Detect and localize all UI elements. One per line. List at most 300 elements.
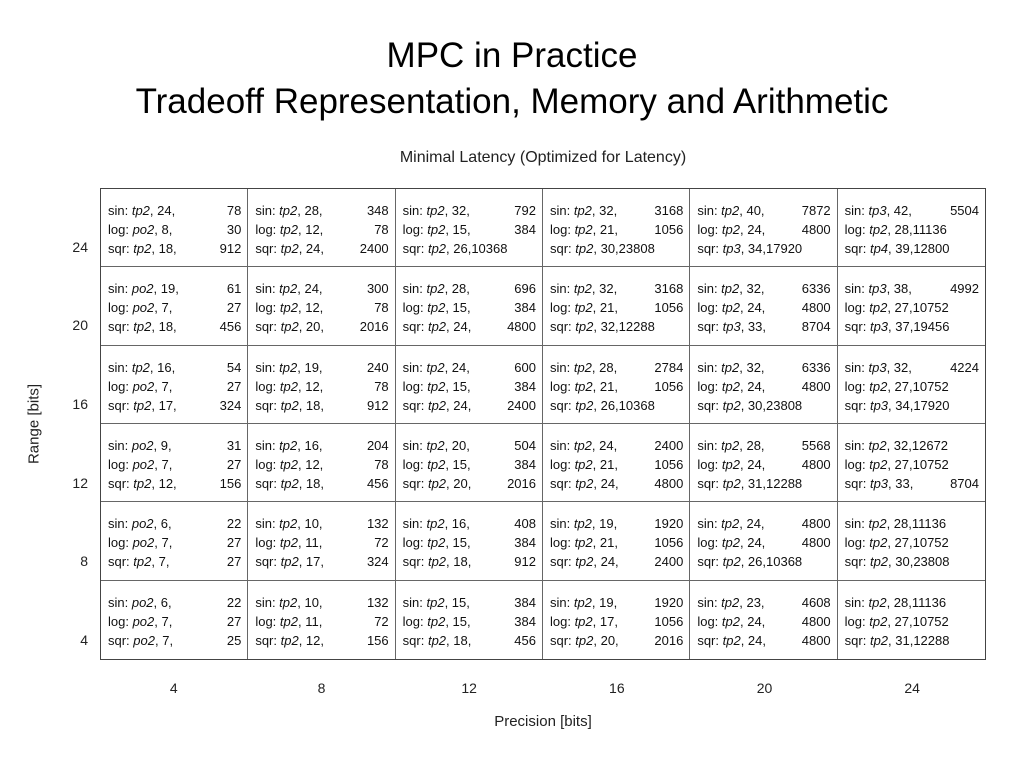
cell-entry-sin <box>845 436 979 455</box>
cell-entry-sin <box>697 279 830 298</box>
entry-label <box>845 396 950 415</box>
entry-label <box>403 298 471 317</box>
entry-label <box>550 201 617 220</box>
memory-value: 5504 <box>950 203 979 218</box>
representation-mode: po2 <box>132 378 155 394</box>
representation-mode: tp2 <box>279 516 298 532</box>
representation-mode: tp2 <box>427 535 446 551</box>
entry-label <box>403 239 508 258</box>
entry-label <box>108 377 172 396</box>
latency-value: , 24, <box>149 203 176 218</box>
function-name: log: <box>255 222 280 237</box>
function-name: sqr: <box>549 397 576 413</box>
latency-value: , 15, <box>445 300 471 316</box>
entry-label <box>845 593 946 612</box>
latency-value: , 32, <box>886 359 912 375</box>
latency-value: , 27,10752 <box>887 457 949 472</box>
table-cell <box>396 189 543 267</box>
representation-mode: tp2 <box>721 300 740 316</box>
cell-entry-sqr <box>697 317 830 336</box>
representation-mode: tp2 <box>279 457 298 472</box>
function-name: sqr: <box>255 476 281 491</box>
representation-mode: tp2 <box>427 613 446 629</box>
cell-entry-log <box>403 220 536 239</box>
memory-value: 456 <box>219 319 242 335</box>
cell-entry-sin <box>697 201 830 220</box>
cell-entry-sin <box>845 201 979 220</box>
entry-label <box>403 612 471 631</box>
function-name: sqr: <box>108 476 134 491</box>
cell-entry-log <box>108 220 241 239</box>
memory-value: 2400 <box>507 397 536 413</box>
function-name: sqr: <box>255 554 281 570</box>
function-name: sqr: <box>549 554 576 570</box>
entry-label <box>403 552 472 571</box>
memory-value: 2400 <box>654 438 684 453</box>
cell-entry-sqr <box>108 396 241 415</box>
representation-mode: tp2 <box>869 632 889 648</box>
cell-entry-sqr <box>845 552 979 571</box>
function-name: log: <box>108 300 133 316</box>
representation-mode: tp3 <box>869 397 889 413</box>
representation-mode: tp2 <box>280 632 299 648</box>
latency-value: , 24, <box>593 554 619 570</box>
table-cell <box>101 189 248 267</box>
function-name: log: <box>108 378 133 394</box>
cell-entry-sqr <box>845 317 979 336</box>
latency-value: , 28,11136 <box>887 222 947 237</box>
cell-entry-sin <box>403 436 536 455</box>
memory-value: 504 <box>514 438 536 453</box>
entry-label <box>403 279 470 298</box>
entry-label <box>845 239 950 258</box>
entry-label <box>403 631 472 650</box>
memory-value: 696 <box>514 281 536 297</box>
cell-entry-log <box>845 298 979 317</box>
latency-value: , 7, <box>154 300 173 316</box>
x-tick-label: 4 <box>169 680 178 696</box>
entry-label <box>550 220 618 239</box>
latency-value: , 12, <box>298 632 324 648</box>
entry-label <box>255 279 322 298</box>
function-name: sin: <box>697 438 722 453</box>
representation-mode: tp2 <box>722 397 741 413</box>
latency-value: , 20, <box>446 476 472 491</box>
cell-entry-sqr <box>550 396 683 415</box>
entry-label <box>108 358 175 377</box>
latency-value: , 24, <box>739 535 766 551</box>
memory-value: 4800 <box>801 222 831 237</box>
entry-label <box>697 298 765 317</box>
entry-label <box>550 552 619 571</box>
function-name: sin: <box>697 203 722 218</box>
cell-entry-sqr <box>550 474 683 493</box>
memory-value: 1920 <box>654 594 684 610</box>
latency-value: , 24, <box>446 319 472 335</box>
entry-label <box>255 533 322 552</box>
entry-label <box>845 552 950 571</box>
representation-mode: tp2 <box>280 476 299 491</box>
entry-label <box>845 220 947 239</box>
table-cell <box>838 581 985 659</box>
cell-entry-sin <box>550 358 683 377</box>
memory-value: 456 <box>514 632 536 648</box>
latency-value: , 7, <box>155 632 174 648</box>
function-name: sqr: <box>402 476 428 491</box>
cell-entry-sin <box>108 279 241 298</box>
latency-value: , 28, <box>591 359 618 375</box>
representation-mode: tp3 <box>722 241 741 256</box>
entry-label <box>108 239 177 258</box>
memory-value: 2016 <box>654 632 684 648</box>
cell-entry-sin <box>550 201 683 220</box>
latency-value: , 28,11136 <box>886 516 947 532</box>
cell-entry-sqr <box>403 317 536 336</box>
representation-mode: tp2 <box>279 359 298 375</box>
cell-entry-log <box>255 455 388 474</box>
representation-mode: tp2 <box>573 359 592 375</box>
function-name: log: <box>255 535 280 551</box>
entry-label <box>255 436 322 455</box>
function-name: sin: <box>844 281 869 297</box>
function-name: sin: <box>402 203 427 218</box>
entry-label <box>550 239 655 258</box>
memory-value: 348 <box>366 203 389 218</box>
cell-entry-sqr <box>403 552 536 571</box>
entry-label <box>550 358 617 377</box>
cell-entry-sqr <box>845 474 979 493</box>
function-name: sqr: <box>402 397 428 413</box>
memory-value: 4800 <box>801 632 831 648</box>
entry-label <box>403 220 471 239</box>
representation-mode: tp2 <box>573 281 592 297</box>
cell-entry-sin <box>697 514 830 533</box>
function-name: log: <box>844 457 870 472</box>
function-name: sin: <box>844 203 869 218</box>
representation-mode: tp2 <box>868 594 887 610</box>
table-cell <box>248 581 395 659</box>
latency-value: , 18, <box>298 476 324 491</box>
memory-value: 78 <box>374 222 389 237</box>
memory-value: 22 <box>226 594 242 610</box>
memory-value: 27 <box>226 378 242 394</box>
cell-entry-sin <box>255 514 388 533</box>
latency-value: , 28, <box>297 203 323 218</box>
entry-label <box>255 612 322 631</box>
entry-label <box>550 298 618 317</box>
representation-mode: tp2 <box>427 554 447 570</box>
representation-mode: tp2 <box>721 281 740 297</box>
cell-entry-log <box>845 612 979 631</box>
entry-label <box>845 279 912 298</box>
latency-value: , 15, <box>444 594 470 610</box>
table-cell <box>396 502 543 580</box>
cell-entry-sqr <box>845 631 979 650</box>
entry-label <box>255 298 323 317</box>
entry-label <box>550 631 619 650</box>
function-name: sin: <box>402 438 427 453</box>
latency-value: , 24, <box>739 516 765 532</box>
latency-value: , 27,10752 <box>887 535 949 551</box>
representation-mode: po2 <box>131 438 154 453</box>
representation-mode: tp4 <box>869 241 889 256</box>
y-tick-label: 16 <box>72 396 88 412</box>
entry-label <box>845 201 912 220</box>
entry-label <box>697 552 802 571</box>
latency-value: , 17, <box>298 554 324 570</box>
latency-value: , 19, <box>591 516 618 532</box>
latency-table <box>100 188 986 660</box>
cell-entry-sin <box>845 593 979 612</box>
representation-mode: tp2 <box>427 241 447 256</box>
cell-entry-sin <box>255 279 388 298</box>
function-name: log: <box>402 378 428 394</box>
entry-label <box>845 317 950 336</box>
entry-label <box>255 239 324 258</box>
memory-value: 156 <box>219 476 242 491</box>
representation-mode: tp2 <box>426 359 445 375</box>
latency-value: , 19, <box>153 281 179 297</box>
latency-value: , 26,10368 <box>446 241 508 256</box>
representation-mode: tp2 <box>574 378 593 394</box>
function-name: log: <box>108 222 133 237</box>
latency-value: , 28,11136 <box>886 594 947 610</box>
memory-value: 132 <box>366 516 389 532</box>
representation-mode: tp2 <box>721 457 740 472</box>
latency-value: , 6, <box>153 594 172 610</box>
latency-value: , 24, <box>591 438 618 453</box>
memory-value: 61 <box>226 281 242 297</box>
entry-label <box>108 612 172 631</box>
representation-mode: tp2 <box>721 378 740 394</box>
function-name: log: <box>402 457 428 472</box>
representation-mode: tp2 <box>280 397 299 413</box>
entry-label <box>403 514 470 533</box>
function-name: log: <box>108 457 133 472</box>
latency-value: , 23, <box>739 594 765 610</box>
representation-mode: tp2 <box>573 516 592 532</box>
representation-mode: tp2 <box>426 281 445 297</box>
latency-value: , 24, <box>446 397 472 413</box>
entry-label <box>255 631 324 650</box>
latency-value: , 34,17920 <box>740 241 803 256</box>
latency-value: , 8, <box>154 222 173 237</box>
representation-mode: tp2 <box>279 378 298 394</box>
latency-value: , 7, <box>151 554 170 570</box>
function-name: sin: <box>549 594 574 610</box>
memory-value: 22 <box>226 516 242 532</box>
latency-value: , 18, <box>298 397 324 413</box>
function-name: sqr: <box>697 632 723 648</box>
entry-label <box>845 612 949 631</box>
function-name: sin: <box>844 516 869 532</box>
x-tick-label: 12 <box>461 680 477 696</box>
memory-value: 8704 <box>950 476 979 491</box>
cell-entry-log <box>697 455 830 474</box>
representation-mode: tp2 <box>869 457 888 472</box>
latency-value: , 12, <box>297 457 324 472</box>
cell-entry-sin <box>403 279 536 298</box>
latency-value: , 26,10368 <box>593 397 655 413</box>
cell-entry-log <box>108 377 241 396</box>
entry-label <box>255 593 322 612</box>
latency-value: , 18, <box>151 241 177 256</box>
table-cell <box>838 502 985 580</box>
latency-value: , 20, <box>298 319 324 335</box>
memory-value: 1056 <box>654 378 684 394</box>
representation-mode: tp2 <box>426 203 445 218</box>
representation-mode: tp2 <box>133 319 152 335</box>
y-tick-label: 20 <box>72 317 88 334</box>
function-name: log: <box>549 457 575 472</box>
entry-label <box>550 593 617 612</box>
table-cell <box>101 581 248 659</box>
representation-mode: tp2 <box>574 613 593 629</box>
memory-value: 27 <box>226 554 242 570</box>
entry-label <box>108 220 172 239</box>
memory-value: 25 <box>226 632 242 648</box>
cell-entry-sin <box>845 279 979 298</box>
cell-entry-sqr <box>845 396 979 415</box>
cell-entry-sqr <box>255 552 388 571</box>
memory-value: 4992 <box>950 281 979 297</box>
representation-mode: po2 <box>132 457 155 472</box>
representation-mode: tp2 <box>279 438 298 453</box>
function-name: sqr: <box>255 319 281 335</box>
entry-label <box>845 631 950 650</box>
function-name: log: <box>697 222 722 237</box>
representation-mode: tp2 <box>575 397 594 413</box>
latency-value: , 7, <box>154 535 173 551</box>
representation-mode: tp2 <box>427 457 446 472</box>
representation-mode: tp2 <box>427 300 446 316</box>
function-name: sqr: <box>549 632 576 648</box>
entry-label <box>255 201 322 220</box>
cell-entry-sqr <box>845 239 979 258</box>
latency-value: , 24, <box>739 457 766 472</box>
function-name: sqr: <box>549 241 576 256</box>
cell-entry-sin <box>403 593 536 612</box>
latency-value: , 24, <box>297 281 323 297</box>
function-name: log: <box>844 535 870 551</box>
function-name: sin: <box>255 516 280 532</box>
representation-mode: tp2 <box>869 378 888 394</box>
entry-label <box>550 533 618 552</box>
latency-value: , 30,23808 <box>740 397 803 413</box>
memory-value: 1056 <box>654 535 684 551</box>
memory-value: 27 <box>226 613 242 629</box>
representation-mode: tp2 <box>721 535 740 551</box>
cell-entry-sqr <box>403 631 536 650</box>
latency-value: , 32,12672 <box>886 438 949 453</box>
memory-value: 912 <box>219 241 242 256</box>
latency-value: , 24, <box>739 300 766 316</box>
entry-label <box>403 396 472 415</box>
entry-label <box>697 201 764 220</box>
representation-mode: tp2 <box>279 535 298 551</box>
cell-entry-sqr <box>255 631 388 650</box>
entry-label <box>550 474 619 493</box>
function-name: sin: <box>697 594 722 610</box>
representation-mode: tp2 <box>279 594 298 610</box>
function-name: sin: <box>697 516 722 532</box>
representation-mode: tp2 <box>427 222 446 237</box>
memory-value: 4800 <box>801 516 831 532</box>
latency-value: , 38, <box>886 281 912 297</box>
latency-value: , 15, <box>445 535 471 551</box>
entry-label <box>255 358 322 377</box>
cell-entry-log <box>108 455 241 474</box>
function-name: sqr: <box>844 632 870 648</box>
latency-value: , 27,10752 <box>887 300 949 316</box>
representation-mode: tp2 <box>575 554 594 570</box>
cell-entry-log <box>697 533 830 552</box>
memory-value: 27 <box>226 535 242 551</box>
memory-value: 384 <box>514 222 536 237</box>
memory-value: 7872 <box>801 203 831 218</box>
table-cell <box>838 267 985 345</box>
memory-value: 1920 <box>654 516 684 532</box>
entry-label <box>403 201 470 220</box>
entry-label <box>403 593 470 612</box>
cell-entry-log <box>550 455 683 474</box>
representation-mode: tp2 <box>869 613 888 629</box>
representation-mode: tp2 <box>133 554 152 570</box>
entry-label <box>697 514 764 533</box>
memory-value: 2784 <box>654 359 684 375</box>
cell-entry-log <box>697 377 830 396</box>
latency-value: , 24, <box>444 359 470 375</box>
latency-value: , 12, <box>297 222 324 237</box>
slide-title-line-1: MPC in Practice <box>386 36 638 75</box>
latency-value: , 10, <box>297 594 323 610</box>
entry-label <box>108 552 169 571</box>
function-name: log: <box>255 300 280 316</box>
function-name: log: <box>255 378 280 394</box>
cell-entry-sqr <box>108 552 241 571</box>
representation-mode: tp2 <box>722 476 741 491</box>
entry-label <box>697 239 802 258</box>
representation-mode: tp2 <box>427 397 447 413</box>
cell-entry-sin <box>108 201 241 220</box>
representation-mode: tp2 <box>133 397 152 413</box>
cell-entry-log <box>108 533 241 552</box>
table-cell <box>248 502 395 580</box>
function-name: sqr: <box>697 476 723 491</box>
memory-value: 27 <box>226 457 242 472</box>
representation-mode: po2 <box>133 632 155 648</box>
cell-entry-sqr <box>255 239 388 258</box>
x-tick-label: 24 <box>904 680 920 696</box>
function-name: log: <box>844 300 870 316</box>
representation-mode: tp2 <box>280 319 299 335</box>
latency-value: , 18, <box>446 554 472 570</box>
entry-label <box>550 455 618 474</box>
latency-value: , 21, <box>592 535 618 551</box>
representation-mode: tp3 <box>869 319 889 335</box>
latency-value: , 32, <box>739 359 765 375</box>
representation-mode: tp2 <box>575 319 594 335</box>
entry-label <box>550 396 655 415</box>
function-name: sqr: <box>108 241 134 256</box>
entry-label <box>845 358 912 377</box>
entry-label <box>697 612 765 631</box>
cell-entry-log <box>403 612 536 631</box>
latency-value: , 32,12288 <box>593 319 655 335</box>
memory-value: 912 <box>366 397 389 413</box>
function-name: sqr: <box>549 476 576 491</box>
representation-mode: tp2 <box>573 203 592 218</box>
